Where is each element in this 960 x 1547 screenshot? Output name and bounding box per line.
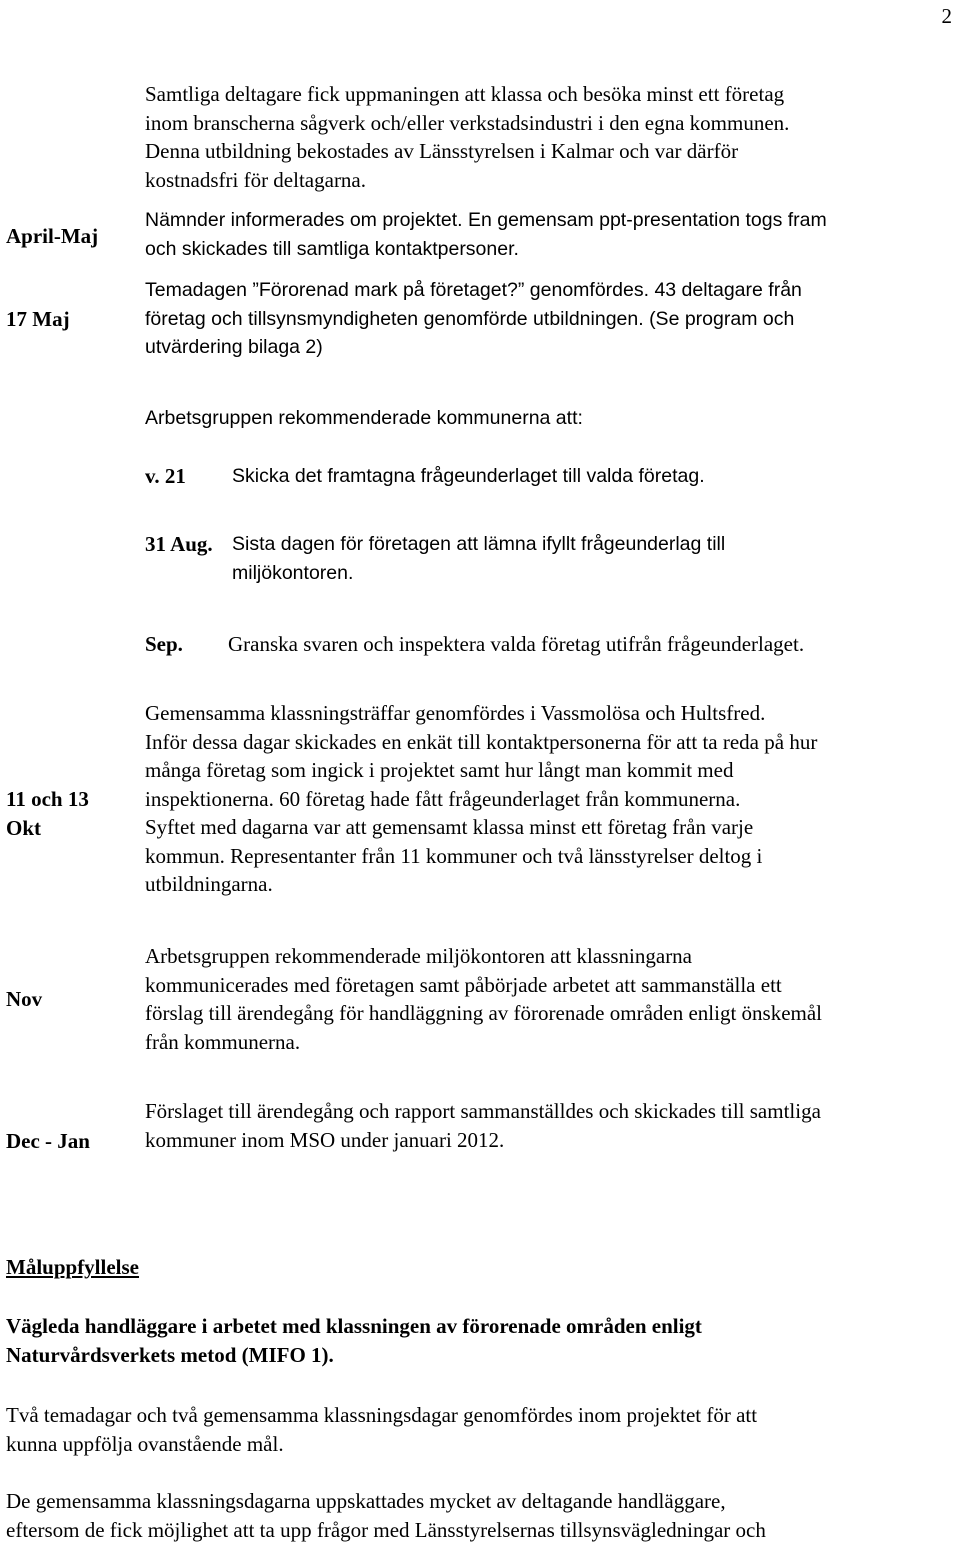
date-april-maj: April-Maj bbox=[6, 224, 99, 248]
text-line: Syftet med dagarna var att gemensamt klassa minst ett företag från varje bbox=[145, 815, 754, 839]
text-line: inspektionerna. 60 företag hade fått frågeunderlaget från kommunerna. bbox=[145, 786, 741, 811]
text-line: Förslaget till ärendegång och rapport sammanställdes och skickades till samtliga bbox=[145, 1099, 821, 1123]
text-line: Sista dagen för företagen att lämna ifyllt frågeunderlag till bbox=[232, 533, 726, 555]
goal-statement bbox=[6, 1312, 702, 1369]
sep-text: Granska svaren och inspektera valda företag utifrån frågeunderlaget. bbox=[228, 632, 805, 656]
text-line: Samtliga deltagare fick uppmaningen att klassa och besöka minst ett företag bbox=[145, 82, 785, 106]
text-line: De gemensamma klassningsdagarna uppskattades mycket av deltagande handläggare, bbox=[6, 1489, 726, 1513]
17-maj-paragraph bbox=[145, 276, 960, 362]
date-11-och-13-okt bbox=[6, 785, 89, 842]
goal-heading: Måluppfyllelse bbox=[6, 1255, 140, 1279]
april-maj-paragraph bbox=[145, 206, 960, 263]
text-line: förslag till ärendegång för handläggning av förorenade områden enligt önskemål bbox=[145, 1001, 823, 1025]
date-31-aug: 31 Aug. bbox=[145, 532, 213, 556]
goal-paragraph-2 bbox=[6, 1487, 766, 1544]
goal-paragraph-1 bbox=[6, 1401, 757, 1458]
v21-text: Skicka det framtagna frågeunderlaget till valda företag. bbox=[232, 465, 705, 487]
text-line: Gemensamma klassningsträffar genomfördes i Vassmolösa och Hultsfred. bbox=[145, 701, 766, 725]
text-line: Vägleda handläggare i arbetet med klassningen av förorenade områden enligt bbox=[6, 1314, 702, 1338]
text-line: Inför dessa dagar skickades en enkät till kontaktpersonerna för att ta reda på hur bbox=[145, 729, 818, 754]
date-line: Okt bbox=[6, 815, 42, 840]
text-line: utvärdering bilaga 2) bbox=[145, 336, 323, 358]
text-line: från kommunerna. bbox=[145, 1029, 301, 1054]
text-line: utbildningarna. bbox=[145, 872, 273, 896]
text-line: Två temadagar och två gemensamma klassningsdagar genomfördes inom projektet för att bbox=[6, 1403, 758, 1427]
text-line: miljökontoren. bbox=[232, 561, 354, 584]
text-line: kommun. Representanter från 11 kommuner och två länsstyrelser deltog i bbox=[145, 843, 763, 868]
text-line: och skickades till samtliga kontaktpersoner. bbox=[145, 237, 519, 260]
text-line: Arbetsgruppen rekommenderade miljökontoren att klassningarna bbox=[145, 944, 693, 968]
nov-paragraph bbox=[145, 942, 960, 1056]
text-line: företag och tillsynsmyndigheten genomförde utbildningen. (Se program och bbox=[145, 307, 795, 330]
dec-jan-paragraph bbox=[145, 1097, 960, 1154]
recommendation-heading: Arbetsgruppen rekommenderade kommunerna att: bbox=[145, 407, 583, 429]
text-line: inom branscherna sågverk och/eller verkstadsindustri i den egna kommunen. bbox=[145, 110, 790, 135]
okt-paragraph bbox=[145, 699, 960, 899]
text-line: många företag som ingick i projektet samt hur långt man kommit med bbox=[145, 758, 734, 782]
page-number: 2 bbox=[941, 4, 952, 28]
date-v21: v. 21 bbox=[145, 464, 186, 488]
text-line: Naturvårdsverkets metod (MIFO 1). bbox=[6, 1342, 334, 1367]
text-line: kommuner inom MSO under januari 2012. bbox=[145, 1127, 505, 1152]
intro-paragraph bbox=[145, 80, 960, 194]
date-dec-jan: Dec - Jan bbox=[6, 1129, 90, 1153]
date-sep: Sep. bbox=[145, 632, 183, 656]
text-line: eftersom de fick möjlighet att ta upp frågor med Länsstyrelsernas tillsynsvägledningar och bbox=[6, 1517, 766, 1542]
text-line: kostnadsfri för deltagarna. bbox=[145, 167, 367, 192]
text-line: Temadagen ”Förorenad mark på företaget?” genomfördes. 43 deltagare från bbox=[145, 279, 802, 301]
text-line: kommunicerades med företagen samt påbörjade arbetet att sammanställa ett bbox=[145, 972, 782, 997]
text-line: Nämnder informerades om projektet. En gemensam ppt-presentation togs fram bbox=[145, 209, 827, 231]
date-17-maj: 17 Maj bbox=[6, 307, 70, 331]
date-nov: Nov bbox=[6, 987, 43, 1011]
31-aug-text bbox=[232, 530, 725, 587]
text-line: kunna uppfölja ovanstående mål. bbox=[6, 1431, 284, 1456]
date-line: 11 och 13 bbox=[6, 787, 89, 811]
text-line: Denna utbildning bekostades av Länsstyrelsen i Kalmar och var därför bbox=[145, 139, 739, 163]
